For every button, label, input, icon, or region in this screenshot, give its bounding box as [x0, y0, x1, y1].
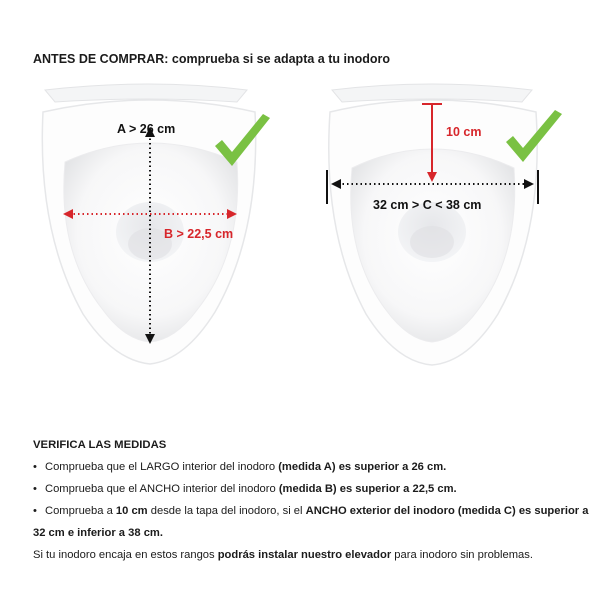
bullet-3-bold-a: 10 cm [115, 505, 148, 517]
bullet-marker: • [33, 505, 37, 517]
closing-text-a: Si tu inodoro encaja en estos rangos [33, 549, 218, 561]
label-measure-c: 32 cm > C < 38 cm [373, 198, 482, 212]
info-section [33, 434, 603, 566]
toilet-diagram-inner [25, 82, 275, 372]
bullet-3-text-a: Comprueba a [45, 505, 116, 517]
bullet-3-text-b: desde la tapa del inodoro, si el [147, 505, 306, 517]
info-bullet-2 [33, 478, 603, 500]
closing-bold: podrás instalar nuestro elevador [217, 549, 392, 561]
info-closing [33, 544, 603, 566]
toilet-diagram-outer [322, 82, 572, 372]
closing-text-b: para inodoro sin problemas. [391, 549, 533, 561]
info-bullet-3-cont: 32 cm e inferior a 38 cm. [33, 527, 163, 539]
bullet-3-bold-b: ANCHO exterior del inodoro (medida C) es superior a [305, 505, 589, 517]
label-10cm: 10 cm [446, 125, 482, 139]
title-prefix: ANTES DE COMPRAR: [33, 52, 169, 66]
title-suffix: comprueba si se adapta a tu inodoro [168, 52, 390, 66]
bullet-2-bold: (medida B) es superior a 22,5 cm. [278, 483, 457, 495]
bullet-1-text: Comprueba que el LARGO interior del inodoro [45, 461, 279, 473]
label-measure-b: B > 22,5 cm [164, 227, 234, 241]
bullet-2-text: Comprueba que el ANCHO interior del inodoro [45, 483, 279, 495]
bullet-marker: • [33, 483, 37, 495]
bullet-marker: • [33, 461, 37, 473]
info-heading: VERIFICA LAS MEDIDAS [33, 439, 167, 451]
bullet-1-bold: (medida A) es superior a 26 cm. [278, 461, 447, 473]
label-measure-a: A > 26 cm [117, 122, 176, 136]
info-bullet-1 [33, 456, 603, 478]
info-bullet-3 [33, 500, 603, 522]
page-title [33, 52, 390, 66]
